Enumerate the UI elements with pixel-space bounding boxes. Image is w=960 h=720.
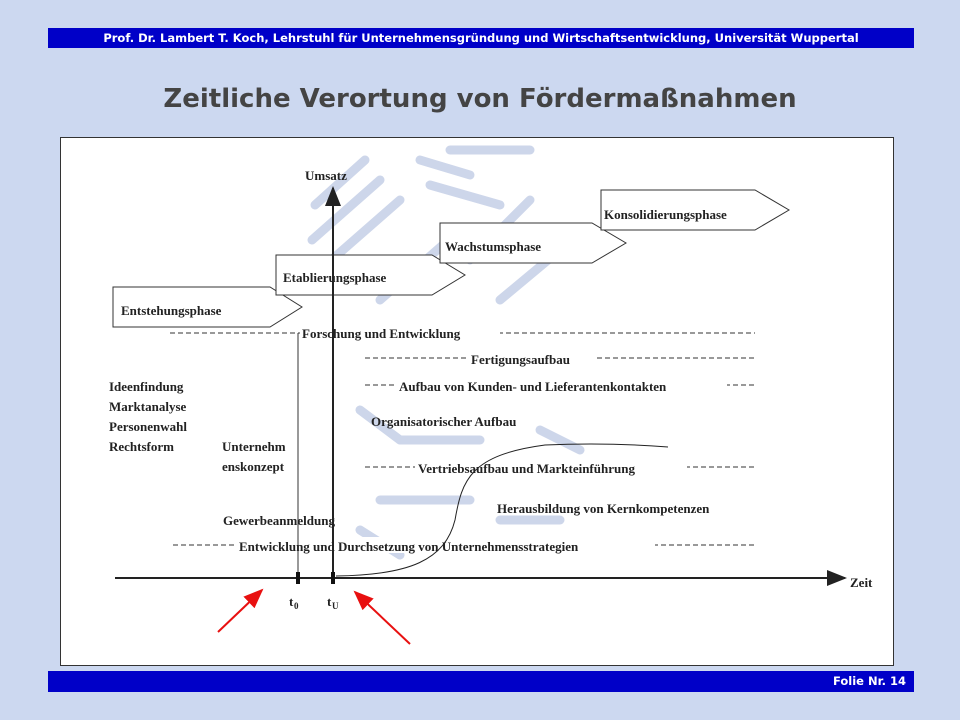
phase-label-etablierung: Etablierungsphase: [283, 270, 387, 285]
red-arrow-tU: [355, 592, 410, 644]
task-marktanalyse: Marktanalyse: [109, 399, 187, 414]
label-strategien: Entwicklung und Durchsetzung von Unternehmensstrategien: [239, 539, 579, 554]
svg-text:t: t: [289, 594, 294, 609]
task-rechtsform: Rechtsform: [109, 439, 174, 454]
phase-label-wachstum: Wachstumsphase: [445, 239, 542, 254]
t0-label: [289, 594, 299, 611]
tU-tick: [331, 572, 335, 584]
header-text: Prof. Dr. Lambert T. Koch, Lehrstuhl für Unternehmensgründung und Wirtschaftsentwicklung, Universität Wuppertal: [103, 31, 859, 45]
phase-arrow-etablierung: [276, 255, 465, 295]
page-title: Zeitliche Verortung von Fördermaßnahmen: [163, 84, 797, 114]
label-gewerbeanmeldung: Gewerbeanmeldung: [223, 513, 335, 528]
phase-arrow-wachstum: [440, 223, 626, 263]
label-kunden: Aufbau von Kunden- und Lieferantenkontakten: [399, 379, 667, 394]
label-organisation: Organisatorischer Aufbau: [371, 414, 517, 429]
svg-text:U: U: [332, 601, 339, 611]
tU-label: [327, 594, 339, 611]
phase-label-konsolidierung: Konsolidierungsphase: [604, 207, 727, 222]
slide-number: Folie Nr. 14: [832, 674, 906, 688]
label-forschung: Forschung und Entwicklung: [302, 326, 461, 341]
konzept-line-1: Unternehm: [222, 439, 286, 454]
t0-tick: [296, 572, 300, 584]
konzept-line-2: enskonzept: [222, 459, 285, 474]
footer-bar: [48, 671, 914, 692]
phase-arrow-konsolidierung: [601, 190, 789, 230]
label-kernkompetenzen: Herausbildung von Kernkompetenzen: [497, 501, 710, 516]
phase-arrow-entstehung: [113, 287, 302, 327]
svg-text:0: 0: [294, 601, 299, 611]
svg-text:t: t: [327, 594, 332, 609]
label-vertrieb: Vertriebsaufbau und Markteinführung: [418, 461, 635, 476]
x-axis-label: Zeit: [850, 575, 873, 590]
task-personenwahl: Personenwahl: [109, 419, 187, 434]
red-arrow-t0: [218, 590, 262, 632]
y-axis-label: Umsatz: [305, 168, 347, 183]
phase-label-entstehung: Entstehungsphase: [121, 303, 222, 318]
task-ideenfindung: Ideenfindung: [109, 379, 184, 394]
label-fertigung: Fertigungsaufbau: [471, 352, 570, 367]
